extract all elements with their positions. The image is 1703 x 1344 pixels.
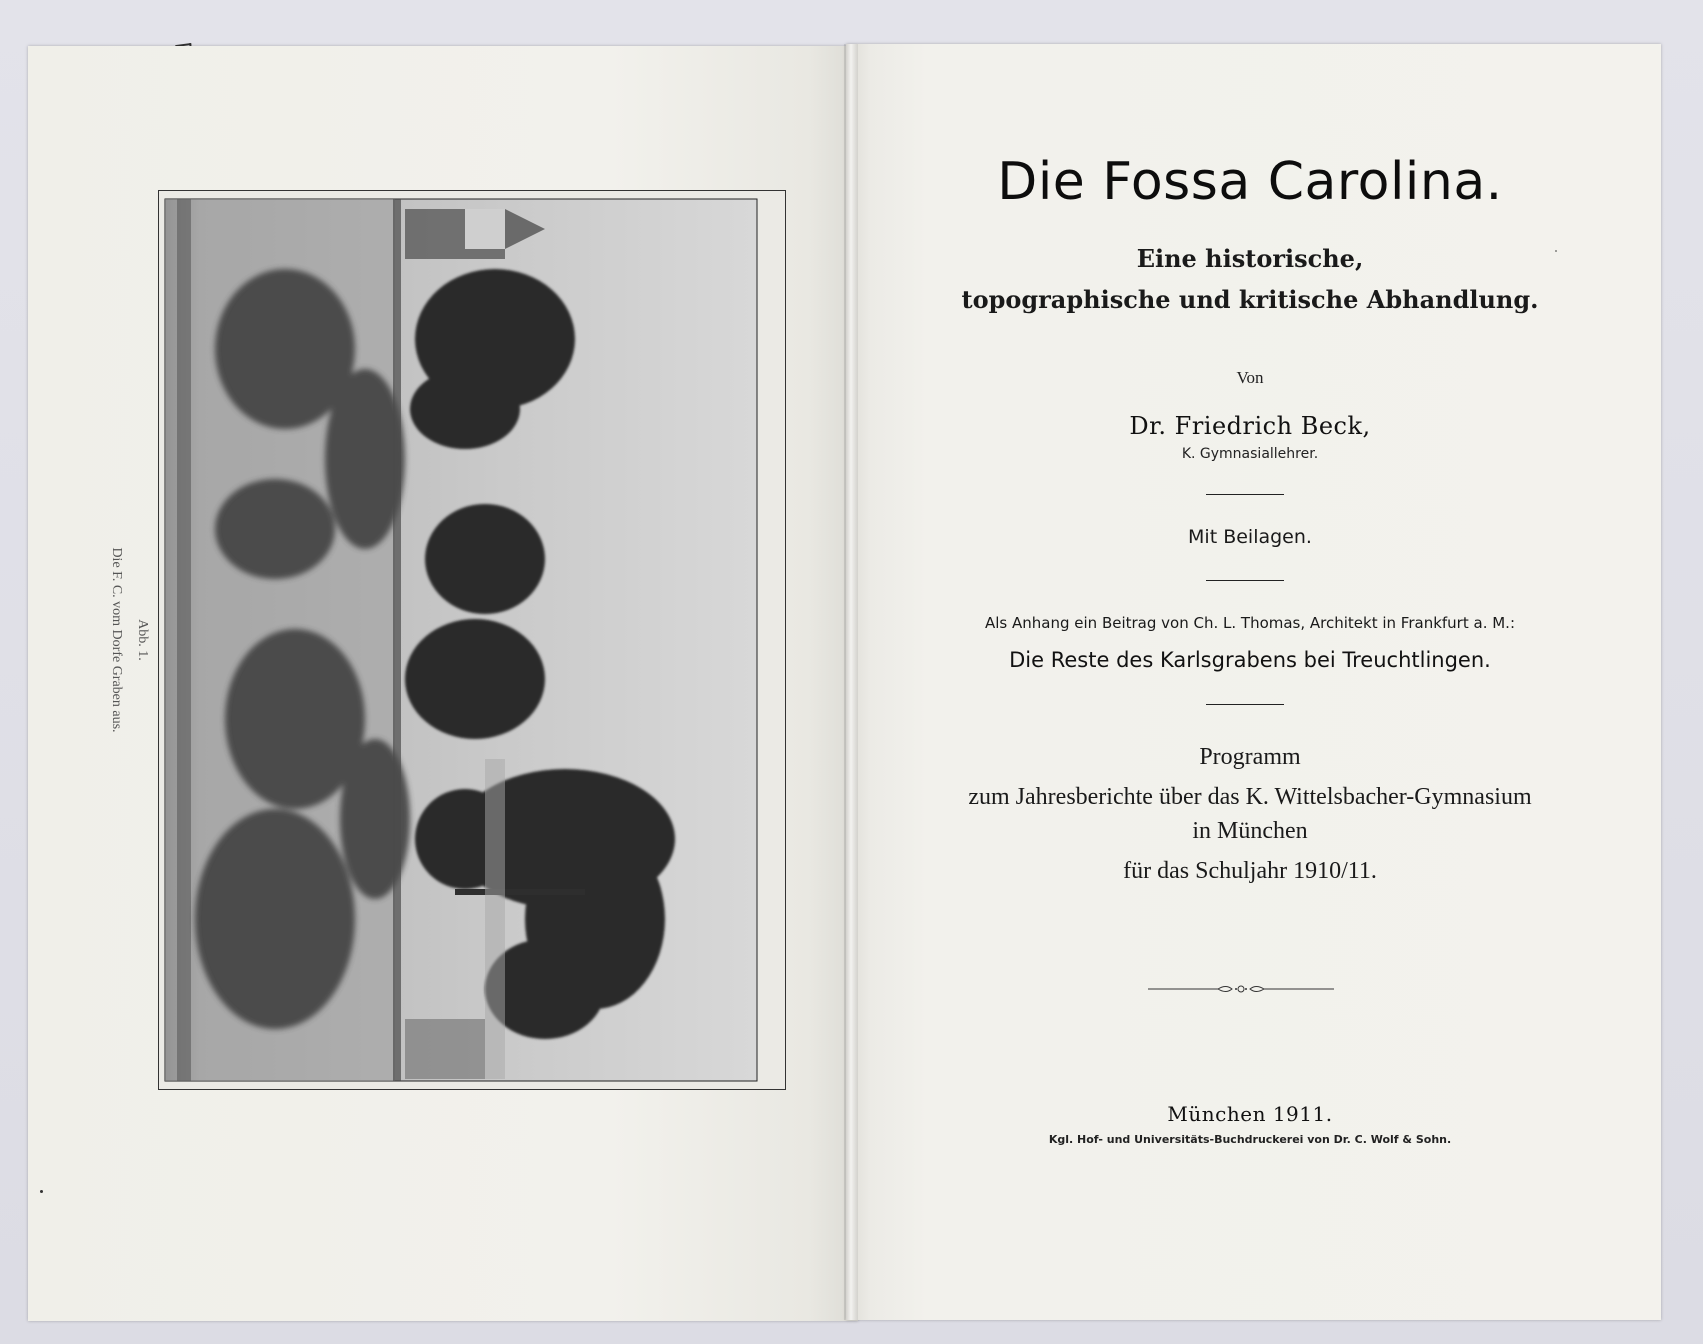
caption-figure-number: Abb. 1. [135,619,150,661]
ornamental-divider [1148,982,1334,996]
program-line-2: zum Jahresberichte über das K. Wittelsbacher-Gymnasium [968,784,1532,810]
divider-rule-2 [1206,580,1284,581]
appendix-note: Als Anhang ein Beitrag von Ch. L. Thomas, Architekt in Frankfurt a. M.: [985,614,1515,632]
imprint-city-year: München 1911. [1167,1102,1333,1126]
program-line-4: für das Schuljahr 1910/11. [1123,858,1377,884]
paper-speck [40,1190,43,1193]
photograph-plate [158,190,786,1090]
caption-description: Die F. C. vom Dorfe Graben aus. [109,547,124,733]
divider-rule-1 [1206,494,1284,495]
imprint-printer: Kgl. Hof- und Universitäts-Buchdruckerei von Dr. C. Wolf & Sohn. [1048,1133,1452,1146]
subtitle-line-2: topographische und kritische Abhandlung. [961,285,1539,314]
author-role: K. Gymnasiallehrer. [1181,446,1319,462]
by-label: Von [1236,368,1264,387]
divider-rule-3 [1206,704,1284,705]
book-title: Die Fossa Carolina. [997,152,1503,212]
program-line-3: in München [1192,818,1308,844]
program-line-1: Programm [1199,744,1301,770]
book-gutter [844,44,858,1320]
landscape-photograph [159,191,785,1089]
author-name: Dr. Friedrich Beck, [1129,412,1371,440]
right-page [846,44,1661,1320]
appendix-title: Die Reste des Karlsgrabens bei Treuchtlingen. [1009,648,1491,672]
supplements-note: Mit Beilagen. [1188,526,1312,548]
subtitle-line-1: Eine historische, [1136,244,1364,273]
paper-speck [1555,250,1557,252]
